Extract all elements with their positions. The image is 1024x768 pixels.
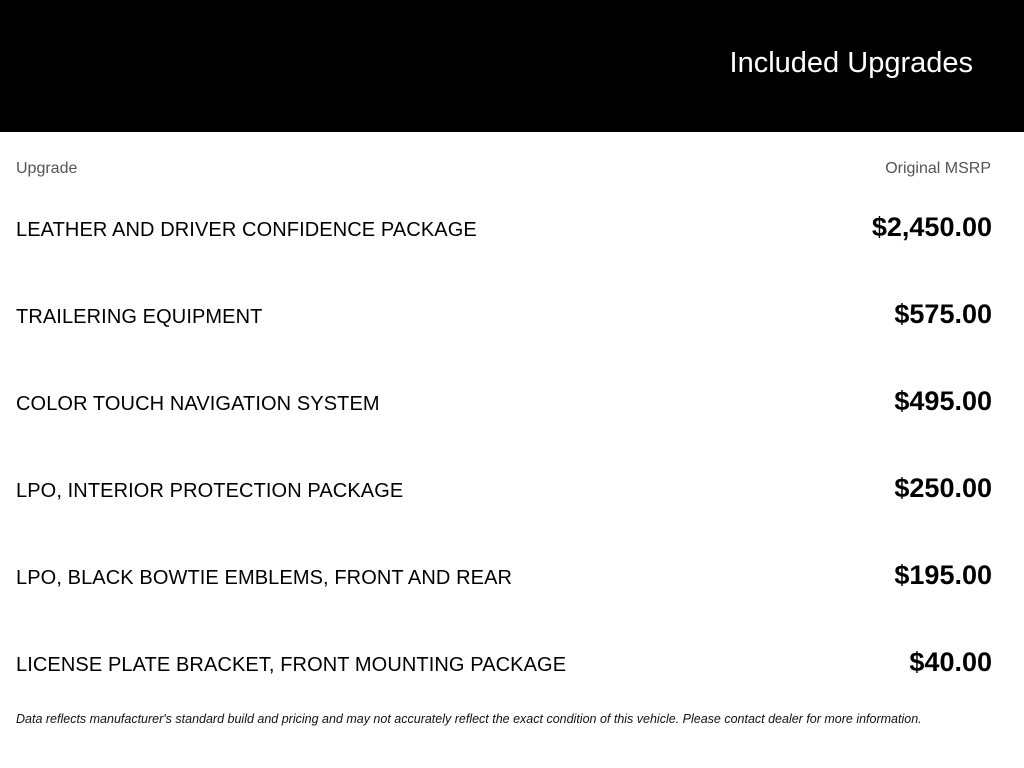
table-row xyxy=(0,211,1024,251)
table-row xyxy=(0,559,1024,599)
upgrade-name: LICENSE PLATE BRACKET, FRONT MOUNTING PACKAGE xyxy=(16,654,567,676)
upgrade-price: $40.00 xyxy=(909,647,992,677)
upgrade-price: $2,450.00 xyxy=(871,212,992,242)
upgrade-price: $495.00 xyxy=(894,386,992,416)
disclaimer-text: Data reflects manufacturer's standard build and pricing and may not accurately reflect the exact condition of this vehicle. Please contact dealer for more information. xyxy=(16,712,922,726)
column-header-msrp: Original MSRP xyxy=(885,160,991,177)
upgrade-price: $575.00 xyxy=(894,299,992,329)
column-header-upgrade: Upgrade xyxy=(16,160,78,177)
table-row xyxy=(0,298,1024,338)
table-row xyxy=(0,472,1024,512)
upgrade-name: LEATHER AND DRIVER CONFIDENCE PACKAGE xyxy=(16,219,477,241)
upgrade-name: LPO, INTERIOR PROTECTION PACKAGE xyxy=(16,480,404,502)
upgrade-name: LPO, BLACK BOWTIE EMBLEMS, FRONT AND REAR xyxy=(16,567,513,589)
table-row xyxy=(0,385,1024,425)
table-row xyxy=(0,646,1024,686)
upgrade-name: COLOR TOUCH NAVIGATION SYSTEM xyxy=(16,393,380,415)
upgrade-name: TRAILERING EQUIPMENT xyxy=(16,306,263,328)
upgrade-price: $195.00 xyxy=(894,560,992,590)
upgrade-price: $250.00 xyxy=(894,473,992,503)
page-title: Included Upgrades xyxy=(729,47,973,79)
header-bar xyxy=(0,0,1024,132)
